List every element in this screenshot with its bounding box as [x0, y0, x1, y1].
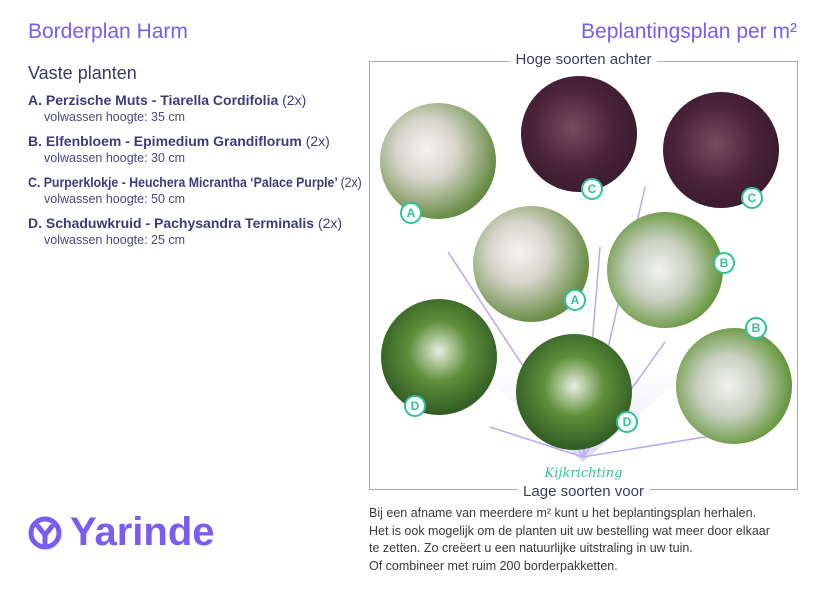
plant-height: volwassen hoogte: 30 cm: [44, 151, 186, 165]
plant-qty: (2x): [305, 133, 330, 149]
plant-height: volwassen hoogte: 25 cm: [44, 233, 186, 247]
plant-qty: (2x): [340, 174, 362, 190]
plant-photo-epimedium: [676, 328, 792, 444]
plant-name: B. Elfenbloem - Epimedium Grandiflorum: [28, 133, 302, 149]
front-row-label: Lage soorten voor: [517, 483, 650, 500]
section-title: Vaste planten: [28, 63, 137, 83]
description: [369, 505, 770, 575]
badge-b: B: [745, 317, 767, 339]
badge-c: C: [741, 187, 763, 209]
badge-b: B: [713, 252, 735, 274]
plant-item-a: [28, 92, 306, 108]
plant-name: A. Perzische Muts - Tiarella Cordifolia: [28, 92, 279, 108]
plant-item-b: [28, 133, 330, 149]
badge-a: A: [400, 202, 422, 224]
badge-d: D: [404, 395, 426, 417]
plant-name: D. Schaduwkruid - Pachysandra Terminalis: [28, 215, 315, 231]
description-line: te zetten. Zo creëert u een natuurlijke uitstraling in uw tuin.: [369, 541, 693, 555]
back-row-label: Hoge soorten achter: [510, 51, 658, 68]
badge-c: C: [581, 178, 603, 200]
plant-photo-tiarella: [380, 103, 496, 219]
brand-name: Yarinde: [70, 510, 215, 554]
plant-photo-pachysandra: [516, 334, 632, 450]
plant-qty: (2x): [317, 215, 343, 231]
plant-item-c: [28, 174, 362, 190]
description-line: Het is ook mogelijk om de planten uit uw bestelling wat meer door elkaar: [369, 523, 770, 538]
planting-plan: [369, 51, 798, 500]
description-line: Of combineer met ruim 200 borderpakketten.: [369, 558, 618, 573]
brand-logo: [28, 510, 215, 555]
plant-photo-pachysandra: [381, 299, 497, 415]
badge-a: A: [564, 289, 586, 311]
plant-height: volwassen hoogte: 50 cm: [44, 192, 186, 206]
plant-item-d: [28, 215, 342, 231]
plant-height: volwassen hoogte: 35 cm: [44, 110, 186, 124]
description-line: Bij een afname van meerdere m² kunt u het beplantingsplan herhalen.: [369, 506, 757, 520]
yarinde-logo-icon: [28, 516, 62, 550]
plan-title: Beplantingsplan per m²: [581, 20, 797, 43]
plant-photo-epimedium: [607, 212, 723, 328]
plant-qty: (2x): [282, 92, 307, 108]
plant-photo-heuchera: [521, 76, 637, 192]
page-title: Borderplan Harm: [28, 20, 188, 43]
badge-d: D: [616, 411, 638, 433]
view-direction-label: Kijkrichting: [544, 466, 623, 481]
plant-name: C. Purperklokje - Heuchera Micrantha ‘Palace Purple’: [28, 174, 338, 190]
plant-photo-heuchera: [663, 92, 779, 208]
